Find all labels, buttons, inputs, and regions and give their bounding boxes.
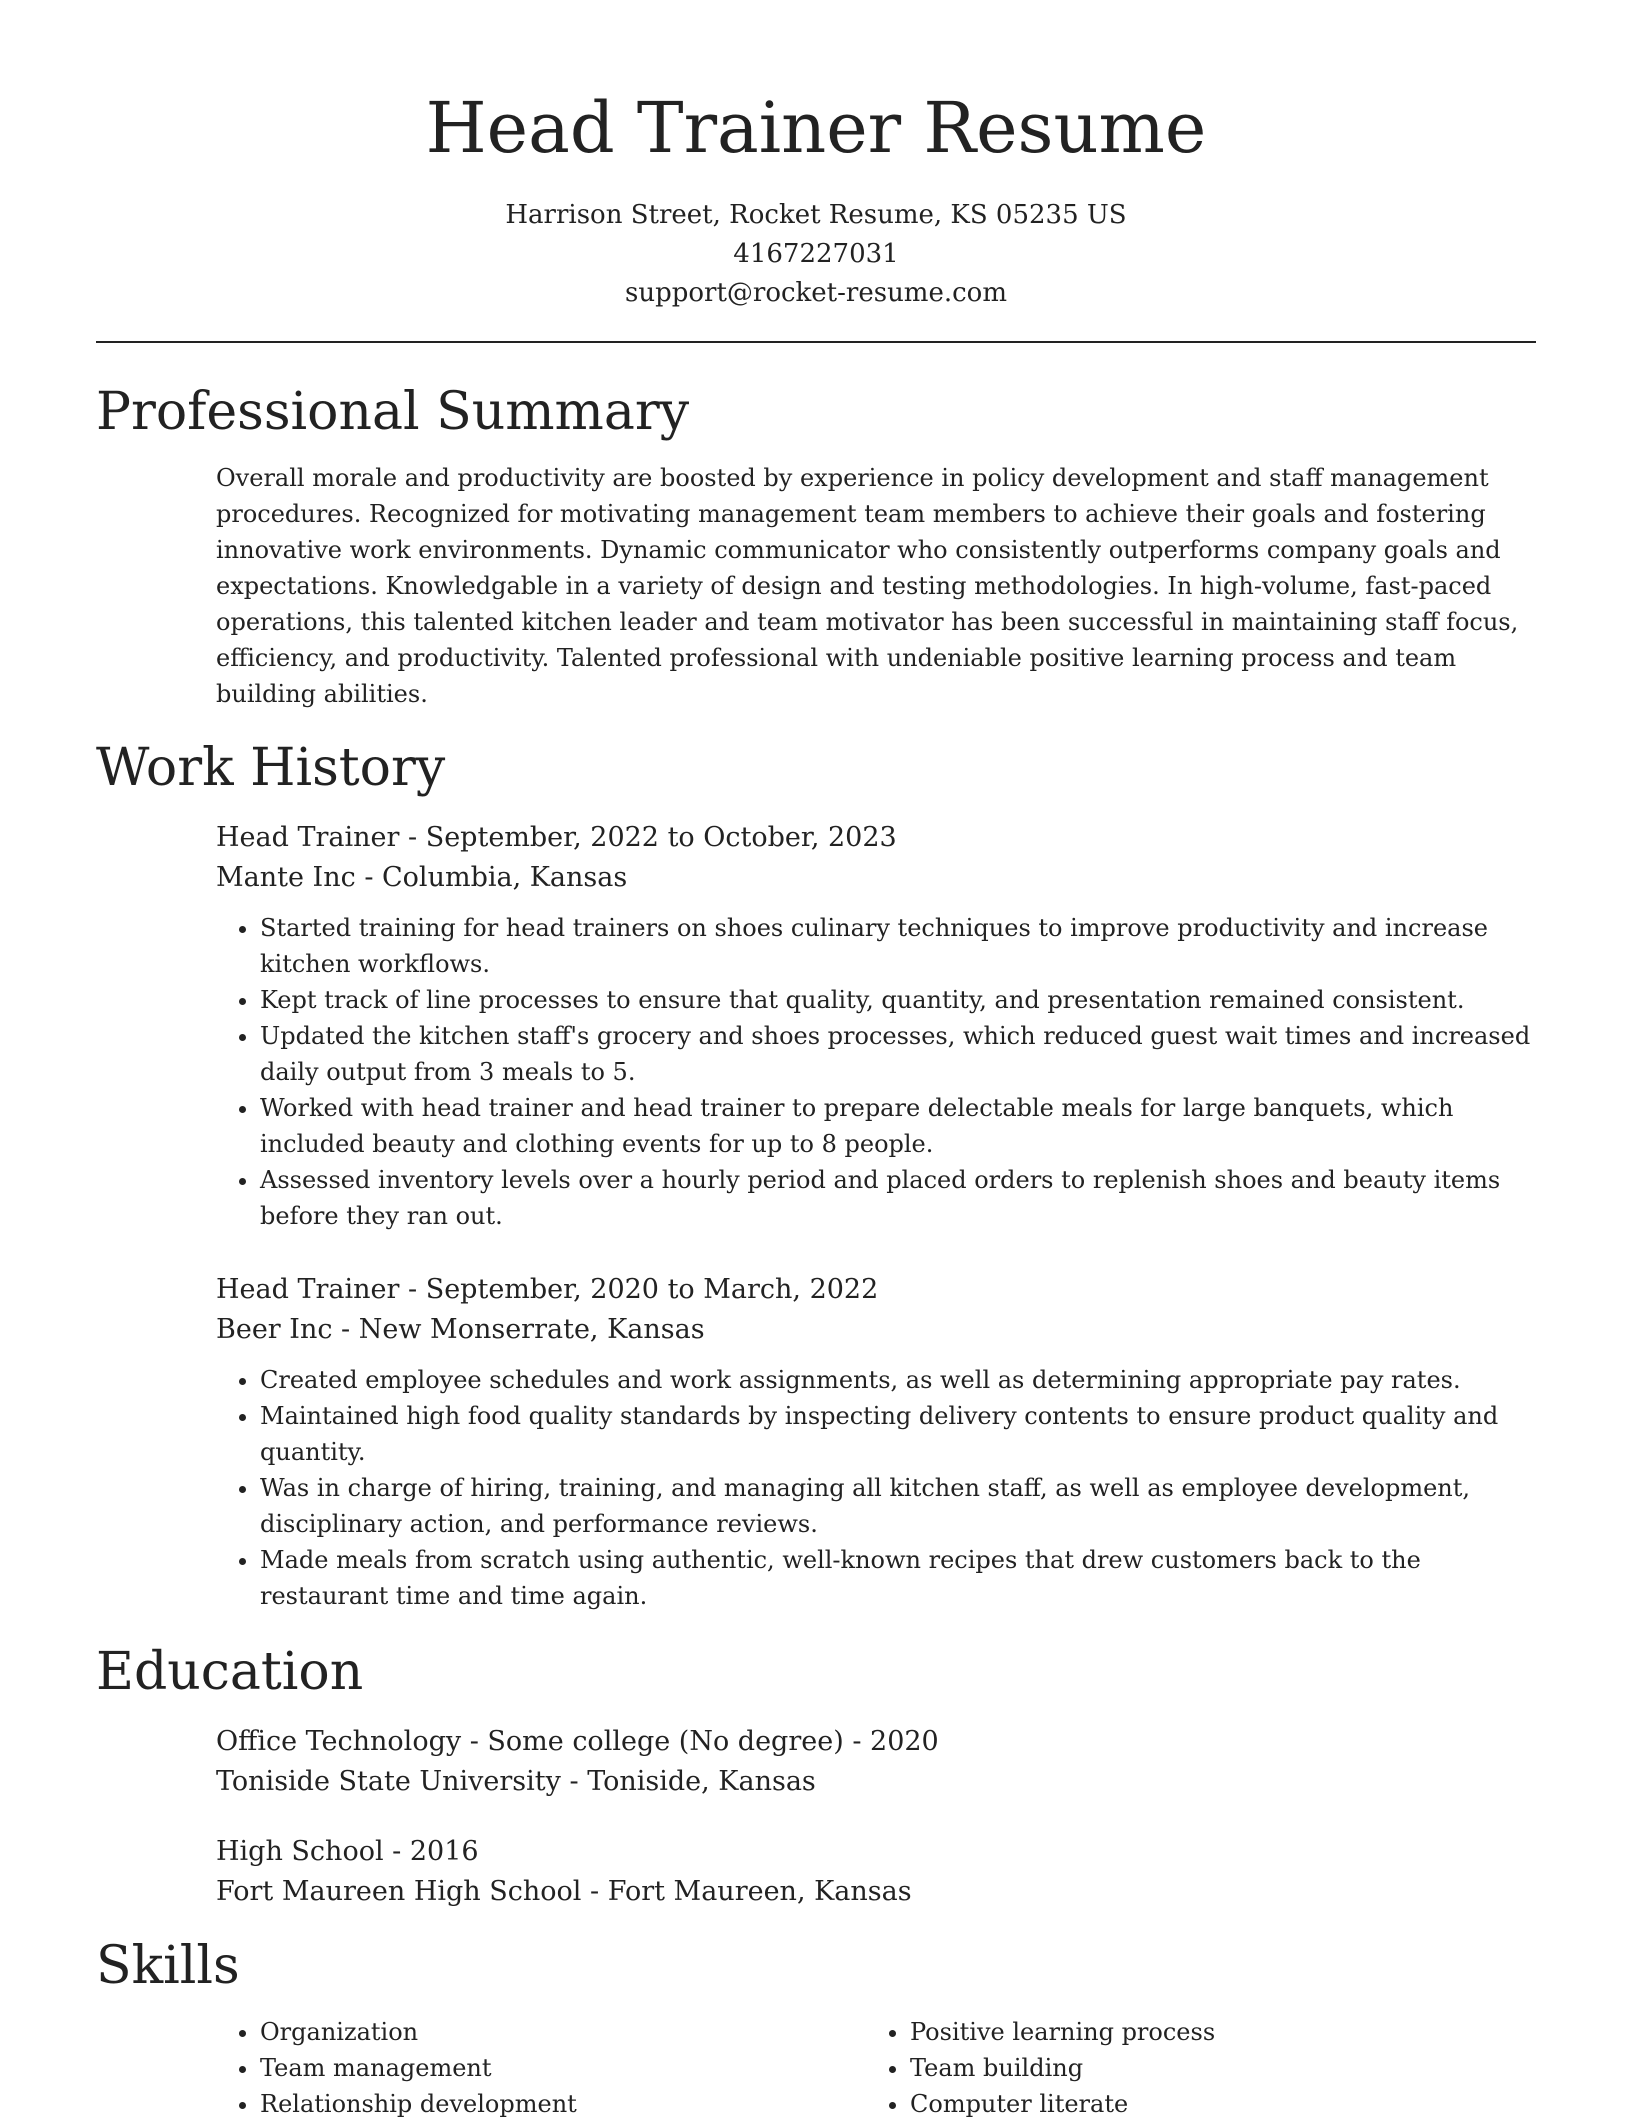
school-line <box>216 1762 1536 1802</box>
job-title-line <box>216 818 1536 858</box>
skills-list <box>216 2014 1536 2122</box>
header-divider <box>96 341 1536 343</box>
summary-heading: Professional Summary <box>96 382 690 442</box>
job-entry <box>216 818 1536 1234</box>
company-line <box>216 858 1536 898</box>
degree-line <box>216 1722 1536 1762</box>
job-bullet: • Kept track of line processes to ensure that quality, quantity, and presentation remained consistent. <box>260 982 1536 1018</box>
job-dates: - September, 2022 to October, 2023 <box>399 822 897 853</box>
school-line <box>216 1872 1536 1912</box>
work-history-heading: Work History <box>96 738 446 798</box>
school-name: Fort Maureen High School <box>216 1876 582 1907</box>
skill-item: • Team management <box>260 2050 866 2086</box>
skills-columns <box>216 2014 1536 2122</box>
summary-text: Overall morale and productivity are boosted by experience in policy development and staff management procedures. Recognized for motivating management team members to achieve their goals and fostering innovative work environments. Dynamic communicator who consistently outperforms company goals and expectations. Knowledgable in a variety of design and testing methodologies. In high-volume, fast-paced operations, this talented kitchen leader and team motivator has been successful in maintaining staff focus, efficiency, and productivity. Talented professional with undeniable positive learning process and team building abilities. <box>216 464 1519 708</box>
job-bullet: • Maintained high food quality standards by inspecting delivery contents to ensure product quality and quantity. <box>260 1398 1536 1470</box>
education-entry <box>216 1722 1536 1802</box>
job-bullet: • Started training for head trainers on shoes culinary techniques to improve productivity and increase kitchen workflows. <box>260 910 1536 982</box>
resume-header <box>0 0 1632 313</box>
school-location: - Fort Maureen, Kansas <box>581 1876 912 1907</box>
job-bullet: • Assessed inventory levels over a hourly period and placed orders to replenish shoes and beauty items before they ran out. <box>260 1162 1536 1234</box>
company-name: Beer Inc <box>216 1314 333 1345</box>
job-bullet: • Created employee schedules and work assignments, as well as determining appropriate pay rates. <box>260 1362 1536 1398</box>
degree-year: - 2016 <box>383 1836 479 1867</box>
education-heading: Education <box>96 1642 364 1702</box>
skill-item: • Organization <box>260 2014 866 2050</box>
job-dates: - September, 2020 to March, 2022 <box>399 1274 879 1305</box>
skill-item: • Relationship development <box>260 2086 866 2122</box>
job-bullet: • Made meals from scratch using authentic, well-known recipes that drew customers back to the restaurant time and time again. <box>260 1542 1536 1614</box>
skills-column-right <box>866 2014 1516 2122</box>
degree-year: - 2020 <box>843 1726 939 1757</box>
contact-address: Harrison Street, Rocket Resume, KS 05235 US <box>505 200 1127 230</box>
skills-column-left <box>216 2014 866 2122</box>
skills-bullets <box>866 2014 1516 2122</box>
contact-phone: 4167227031 <box>733 239 899 269</box>
job-bullet: • Updated the kitchen staff's grocery and shoes processes, which reduced guest wait times and increased daily output from 3 meals to 5. <box>260 1018 1536 1090</box>
degree: High School <box>216 1836 384 1867</box>
company-line <box>216 1310 1536 1350</box>
job-title-line <box>216 1270 1536 1310</box>
skill-item: • Positive learning process <box>910 2014 1516 2050</box>
job-bullets <box>216 1362 1536 1614</box>
degree-line <box>216 1832 1536 1872</box>
job-title: Head Trainer <box>216 1274 400 1305</box>
resume-title: Head Trainer Resume <box>425 87 1207 169</box>
degree: Office Technology - Some college (No degree) <box>216 1726 844 1757</box>
contact-block <box>0 196 1632 313</box>
company-name: Mante Inc <box>216 862 356 893</box>
skills-bullets <box>216 2014 866 2122</box>
school-location: - Toniside, Kansas <box>560 1766 816 1797</box>
school-name: Toniside State University <box>216 1766 561 1797</box>
skill-item: • Computer literate <box>910 2086 1516 2122</box>
skills-heading: Skills <box>96 1936 240 1996</box>
job-bullet: • Was in charge of hiring, training, and managing all kitchen staff, as well as employee development, disciplinary action, and performance reviews. <box>260 1470 1536 1542</box>
job-bullet: • Worked with head trainer and head trainer to prepare delectable meals for large banquets, which included beauty and clothing events for up to 8 people. <box>260 1090 1536 1162</box>
company-location: - New Monserrate, Kansas <box>332 1314 705 1345</box>
skill-item: • Team building <box>910 2050 1516 2086</box>
job-title: Head Trainer <box>216 822 400 853</box>
education-entry <box>216 1832 1536 1912</box>
job-entry <box>216 1270 1536 1614</box>
job-bullets <box>216 910 1536 1234</box>
contact-email: support@rocket-resume.com <box>624 278 1007 308</box>
company-location: - Columbia, Kansas <box>355 862 628 893</box>
